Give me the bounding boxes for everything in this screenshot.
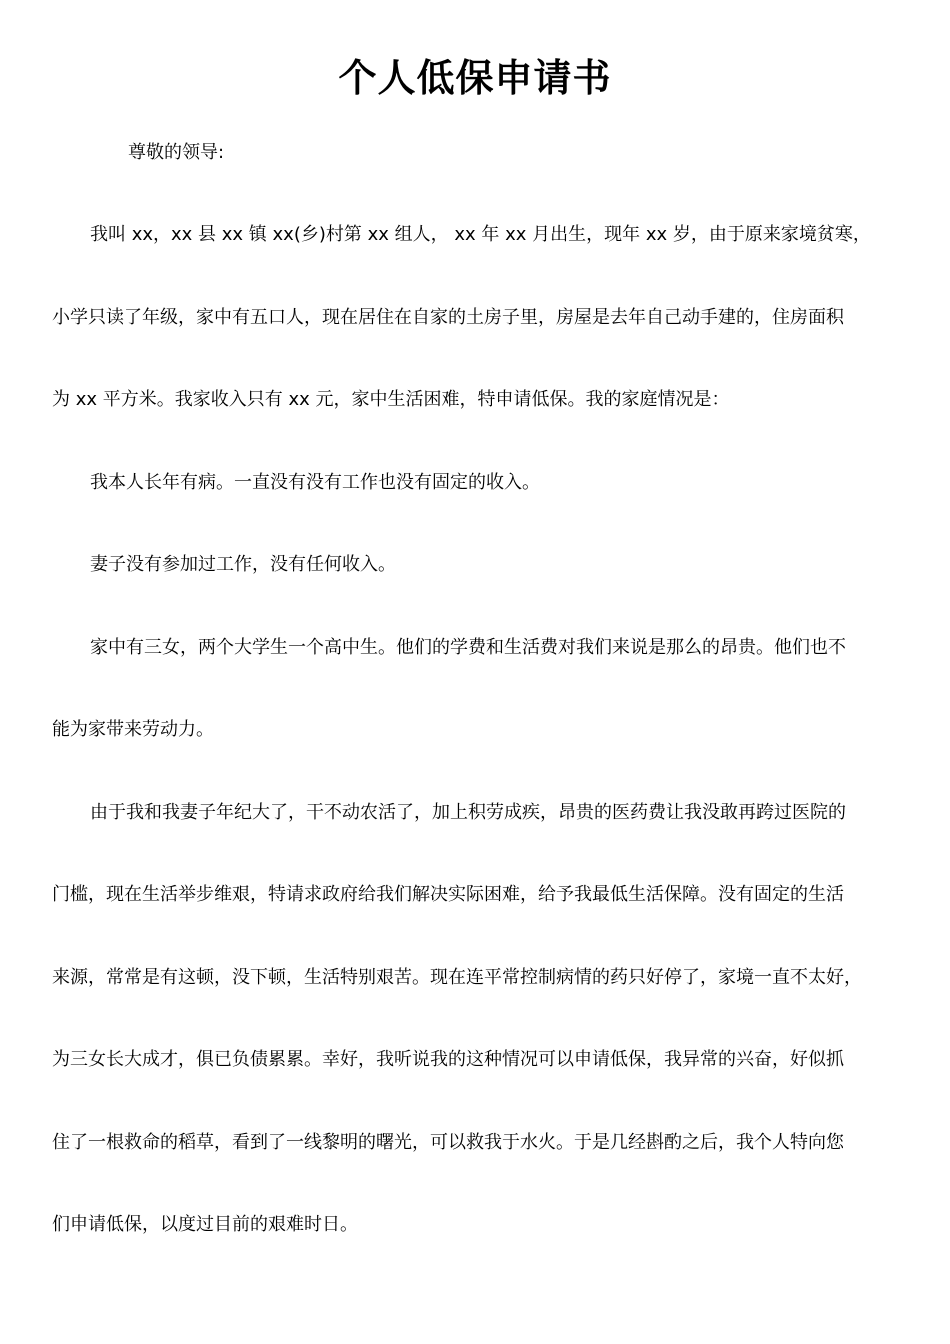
body-line: 为三女长大成才，俱已负债累累。幸好，我听说我的这种情况可以申请低保，我异常的兴奋，好似抓 [52, 1049, 844, 1070]
body-line: 我本人长年有病。一直没有没有工作也没有固定的收入。 [90, 472, 540, 493]
document-title: 个人低保申请书 [338, 55, 612, 100]
body-line: 我叫 xx，xx 县 xx 镇 xx(乡)村第 xx 组人， xx 年 xx 月出生，现年 xx 岁，由于原来家境贫寒， [90, 224, 871, 245]
body-line: 来源，常常是有这顿，没下顿，生活特别艰苦。现在连平常控制病情的药只好停了，家境一直不太好， [52, 967, 862, 988]
body-line: 能为家带来劳动力。 [52, 719, 214, 740]
body-line: 妻子没有参加过工作，没有任何收入。 [90, 554, 396, 575]
greeting: 尊敬的领导: [128, 142, 225, 163]
body-line: 门槛，现在生活举步维艰，特请求政府给我们解决实际困难，给予我最低生活保障。没有固定的生活 [52, 884, 844, 905]
body-line: 小学只读了年级，家中有五口人，现在居住在自家的土房子里，房屋是去年自己动手建的，住房面积 [52, 307, 844, 328]
body-line: 家中有三女，两个大学生一个高中生。他们的学费和生活费对我们来说是那么的昂贵。他们也不 [90, 637, 846, 658]
body-line: 住了一根救命的稻草，看到了一线黎明的曙光，可以救我于水火。于是几经斟酌之后，我个人特向您 [52, 1132, 844, 1153]
body-line: 由于我和我妻子年纪大了，干不动农活了，加上积劳成疾，昂贵的医药费让我没敢再跨过医院的 [90, 802, 846, 823]
body-line: 们申请低保，以度过目前的艰难时日。 [52, 1214, 358, 1235]
body-line: 为 xx 平方米。我家收入只有 xx 元，家中生活困难，特申请低保。我的家庭情况是： [52, 389, 730, 410]
